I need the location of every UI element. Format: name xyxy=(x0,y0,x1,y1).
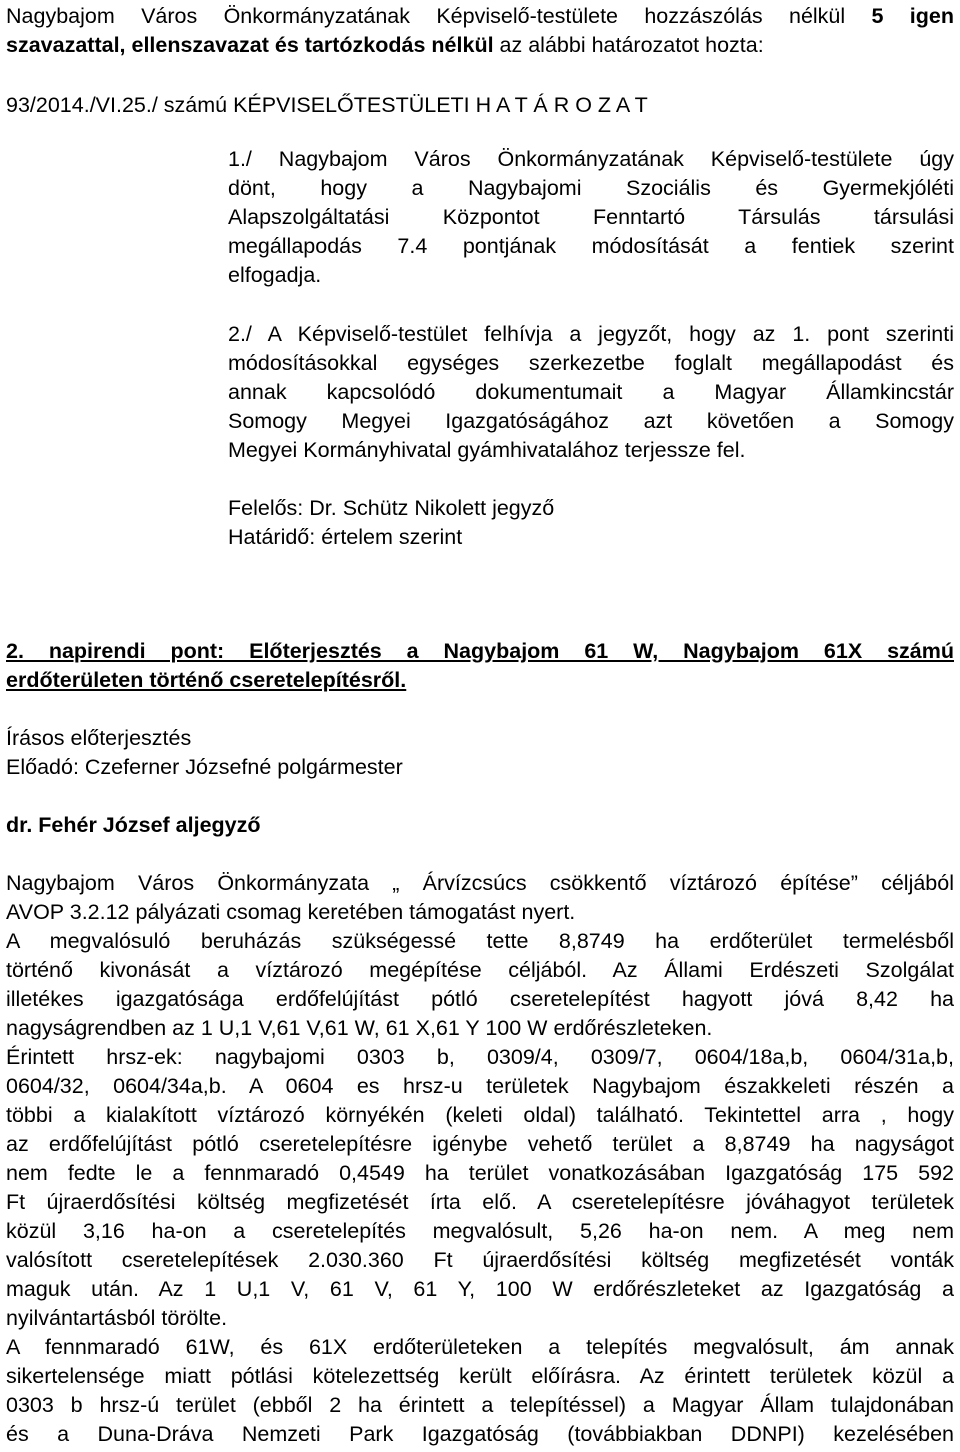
point2-line: Megyei Kormányhivatal gyámhivatalához terjessze fel. xyxy=(228,438,746,462)
agenda-title-line-2: erdőterületen történő cseretelepítésről. xyxy=(6,668,407,692)
body-line: és a Duna-Dráva Nemzeti Park Igazgatóság (továbbiakban DDNPI) kezelésében xyxy=(6,1422,954,1446)
body-line: 0303 b hrsz-ú terület (ebből 2 ha érintett a telepítéssel) a Magyar Állam tulajdonában xyxy=(6,1393,954,1417)
body-line: többi a kialakított víztározó környékén (keleti oldal) található. Tekintettel arra , hogy xyxy=(6,1103,954,1127)
point1-line: 1./ Nagybajom Város Önkormányzatának Képviselő-testülete úgy xyxy=(228,147,954,171)
resolution-title: 93/2014./VI.25./ számú KÉPVISELŐTESTÜLETI H A T Á R O Z A T xyxy=(6,93,648,117)
point2-line: módosításokkal egységes szerkezetbe foglalt megállapodást és xyxy=(228,351,954,375)
vote-result: szavazattal, ellenszavazat és tartózkodás nélkül xyxy=(6,33,494,57)
body-line: az erdőfelújítást pótló cseretelepítésre igénybe vehető terület a 8,8749 ha nagyságot xyxy=(6,1132,954,1156)
body-line: Érintett hrsz-ek: nagybajomi 0303 b, 0309/4, 0309/7, 0604/18a,b, 0604/31a,b, xyxy=(6,1045,954,1069)
body-line: illetékes igazgatósága erdőfelújítást pótló cseretelepítést hagyott jóvá 8,42 ha xyxy=(6,987,954,1011)
point2-line: 2./ A Képviselő-testület felhívja a jegyzőt, hogy az 1. pont szerinti xyxy=(228,322,954,346)
body-line: Nagybajom Város Önkormányzata „ Árvízcsúcs csökkentő víztározó építése” céljából xyxy=(6,871,954,895)
point1-line: Alapszolgáltatási Központot Fenntartó Társulás társulási xyxy=(228,205,954,229)
responsible: Felelős: Dr. Schütz Nikolett jegyző xyxy=(228,496,555,520)
body-line: AVOP 3.2.12 pályázati csomag keretében támogatást nyert. xyxy=(6,900,576,924)
body-line: nem fedte le a fennmaradó 0,4549 ha terület vonatkozásában Igazgatóság 175 592 xyxy=(6,1161,954,1185)
intro-tail: az alábbi határozatot hozta: xyxy=(493,33,764,57)
body-line: Ft újraerdősítési költség megfizetését írta elő. A cseretelepítésre jóváhagyot területek xyxy=(6,1190,954,1214)
point2-line: annak kapcsolódó dokumentumait a Magyar Államkincstár xyxy=(228,380,954,404)
point1-line: elfogadja. xyxy=(228,263,322,287)
body-line: történő kivonását a víztározó megépítése céljából. Az Állami Erdészeti Szolgálat xyxy=(6,958,954,982)
body-line: A megvalósuló beruházás szükségessé tette 8,8749 ha erdőterület termelésből xyxy=(6,929,954,953)
agenda-title-line-1: 2. napirendi pont: Előterjesztés a Nagybajom 61 W, Nagybajom 61X számú xyxy=(6,639,954,663)
vote-count: 5 igen xyxy=(871,4,954,28)
point2-line: Somogy Megyei Igazgatóságához azt követően a Somogy xyxy=(228,409,954,433)
presenter: Előadó: Czeferner Józsefné polgármester xyxy=(6,755,403,779)
point1-line: megállapodás 7.4 pontjának módosítását a fentiek szerint xyxy=(228,234,954,258)
body-line: A fennmaradó 61W, és 61X erdőterületeken a telepítés megvalósult, ám annak xyxy=(6,1335,954,1359)
intro-line-2 xyxy=(6,31,954,60)
point1-line: dönt, hogy a Nagybajomi Szociális és Gyermekjóléti xyxy=(228,176,954,200)
body-line: valósított cseretelepítések 2.030.360 Ft újraerdősítési költség megfizetését vonták xyxy=(6,1248,954,1272)
body-line: közül 3,16 ha-on a cseretelepítés megvalósult, 5,26 ha-on nem. A meg nem xyxy=(6,1219,954,1243)
written-proposal: Írásos előterjesztés xyxy=(6,726,192,750)
speaker: dr. Fehér József aljegyző xyxy=(6,813,261,837)
body-line: maguk után. Az 1 U,1 V, 61 V, 61 Y, 100 W erdőrészleteket az Igazgatóság a xyxy=(6,1277,954,1301)
intro-text: Nagybajom Város Önkormányzatának Képviselő-testülete hozzászólás nélkül xyxy=(6,4,872,28)
body-line: sikertelensége miatt pótlási kötelezettség került előírásra. Az érintett területek közül a xyxy=(6,1364,954,1388)
intro-line-1 xyxy=(6,2,954,31)
body-line: 0604/32, 0604/34a,b. A 0604 es hrsz-u területek Nagybajom északkeleti részén a xyxy=(6,1074,954,1098)
body-line: nagyságrendben az 1 U,1 V,61 V,61 W, 61 X,61 Y 100 W erdőrészleteken. xyxy=(6,1016,713,1040)
body-line: nyilvántartásból törölte. xyxy=(6,1306,228,1330)
deadline: Határidő: értelem szerint xyxy=(228,525,463,549)
